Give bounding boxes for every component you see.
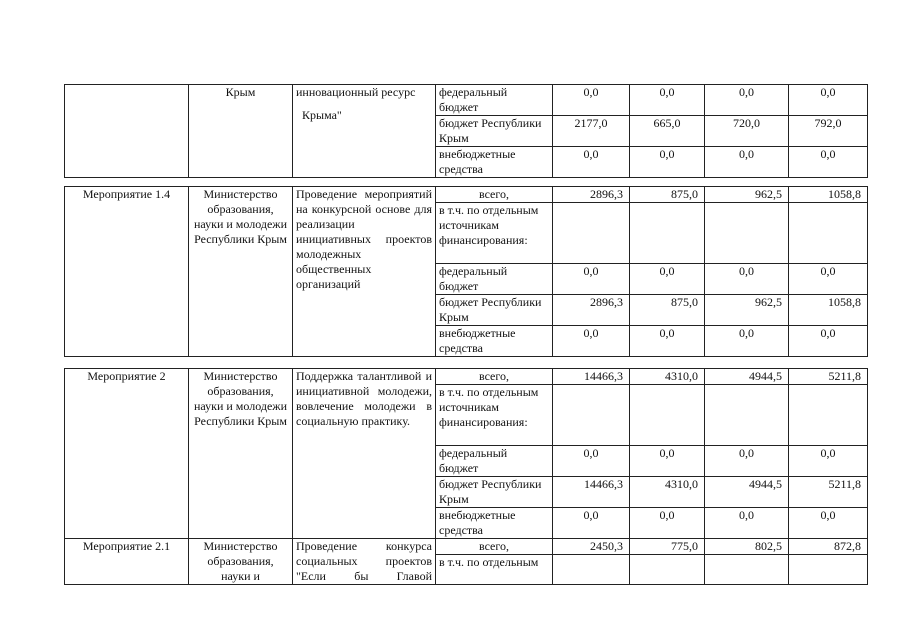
value-cell: 0,0 (553, 508, 630, 539)
empty-cell (630, 203, 705, 264)
source-cell: федеральный бюджет (436, 446, 553, 477)
value-cell: 0,0 (553, 326, 630, 357)
empty-cell (553, 385, 630, 446)
budget-table-activity-1-4 (64, 186, 868, 357)
executor-text: Крым (225, 85, 256, 99)
empty-cell (705, 555, 789, 585)
including-cell: в т.ч. по отдельным источникам финансирования: (436, 203, 553, 264)
empty-cell (789, 385, 868, 446)
activity-name-cell (65, 85, 189, 178)
empty-cell (630, 385, 705, 446)
source-cell: бюджет Республики Крым (436, 295, 553, 326)
total-value-cell: 962,5 (705, 187, 789, 203)
value-cell: 4310,0 (630, 477, 705, 508)
value-cell: 875,0 (630, 295, 705, 326)
total-label-cell: всего, (436, 187, 553, 203)
value-cell: 1058,8 (789, 295, 868, 326)
total-value-cell: 1058,8 (789, 187, 868, 203)
empty-cell (705, 203, 789, 264)
executor-cell (189, 85, 293, 178)
total-value-cell: 4310,0 (630, 369, 705, 385)
value-cell: 0,0 (789, 264, 868, 295)
value-cell: 0,0 (630, 85, 705, 116)
empty-cell (705, 385, 789, 446)
value-cell: 0,0 (630, 508, 705, 539)
source-cell: федеральный бюджет (436, 85, 553, 116)
empty-cell (789, 555, 868, 585)
value-cell: 0,0 (630, 147, 705, 178)
executor-cell: Министерство образования, науки и (189, 539, 293, 585)
value-cell: 0,0 (553, 147, 630, 178)
value-cell: 2896,3 (553, 295, 630, 326)
total-value-cell: 2450,3 (553, 539, 630, 555)
budget-table-activity-2 (64, 368, 868, 585)
value-cell: 0,0 (705, 147, 789, 178)
total-value-cell: 4944,5 (705, 369, 789, 385)
value-cell: 2177,0 (553, 116, 630, 147)
value-cell: 0,0 (630, 326, 705, 357)
value-cell: 792,0 (789, 116, 868, 147)
including-cell: в т.ч. по отдельным (436, 555, 553, 585)
value-cell: 0,0 (789, 326, 868, 357)
value-cell: 962,5 (705, 295, 789, 326)
total-value-cell: 802,5 (705, 539, 789, 555)
description-cell: Поддержка талантливой и инициативной молодежи, вовлечение молодежи в социальную практику. (293, 369, 436, 539)
source-cell: бюджет Республики Крым (436, 477, 553, 508)
source-cell: внебюджетные средства (436, 508, 553, 539)
value-cell: 4944,5 (705, 477, 789, 508)
activity-name-cell: Мероприятие 2.1 (65, 539, 189, 585)
value-cell: 665,0 (630, 116, 705, 147)
executor-cell: Министерство образования, науки и молодежи Республики Крым (189, 187, 293, 357)
executor-cell: Министерство образования, науки и молодежи Республики Крым (189, 369, 293, 539)
including-cell: в т.ч. по отдельным источникам финансирования: (436, 385, 553, 446)
value-cell: 0,0 (705, 85, 789, 116)
description-cell: Проведение мероприятий на конкурсной основе для реализации инициативных проектов молодежных общественных организаций (293, 187, 436, 357)
value-cell: 0,0 (553, 264, 630, 295)
total-value-cell: 872,8 (789, 539, 868, 555)
activity-name-cell: Мероприятие 2 (65, 369, 189, 539)
value-cell: 0,0 (705, 264, 789, 295)
value-cell: 0,0 (789, 147, 868, 178)
value-cell: 0,0 (705, 508, 789, 539)
source-cell: бюджет Республики Крым (436, 116, 553, 147)
value-cell: 0,0 (789, 446, 868, 477)
source-cell: внебюджетные средства (436, 326, 553, 357)
total-value-cell: 775,0 (630, 539, 705, 555)
value-cell: 0,0 (630, 446, 705, 477)
description-line: Крыма" (302, 108, 342, 122)
value-cell: 0,0 (553, 446, 630, 477)
description-cell: Проведение конкурса социальных проектов "Если бы Главой (293, 539, 436, 585)
total-label-cell: всего, (436, 539, 553, 555)
total-label-cell: всего, (436, 369, 553, 385)
description-line: инновационный ресурс (296, 85, 416, 99)
empty-cell (630, 555, 705, 585)
budget-table-continuation (64, 84, 868, 178)
source-cell: федеральный бюджет (436, 264, 553, 295)
empty-cell (789, 203, 868, 264)
value-cell: 0,0 (630, 264, 705, 295)
value-cell: 0,0 (553, 85, 630, 116)
value-cell: 5211,8 (789, 477, 868, 508)
value-cell: 14466,3 (553, 477, 630, 508)
value-cell: 0,0 (789, 508, 868, 539)
empty-cell (553, 203, 630, 264)
value-cell: 0,0 (705, 326, 789, 357)
description-cell (293, 85, 436, 178)
empty-cell (553, 555, 630, 585)
total-value-cell: 5211,8 (789, 369, 868, 385)
source-cell: внебюджетные средства (436, 147, 553, 178)
value-cell: 720,0 (705, 116, 789, 147)
activity-name-cell: Мероприятие 1.4 (65, 187, 189, 357)
total-value-cell: 14466,3 (553, 369, 630, 385)
total-value-cell: 875,0 (630, 187, 705, 203)
total-value-cell: 2896,3 (553, 187, 630, 203)
value-cell: 0,0 (789, 85, 868, 116)
value-cell: 0,0 (705, 446, 789, 477)
